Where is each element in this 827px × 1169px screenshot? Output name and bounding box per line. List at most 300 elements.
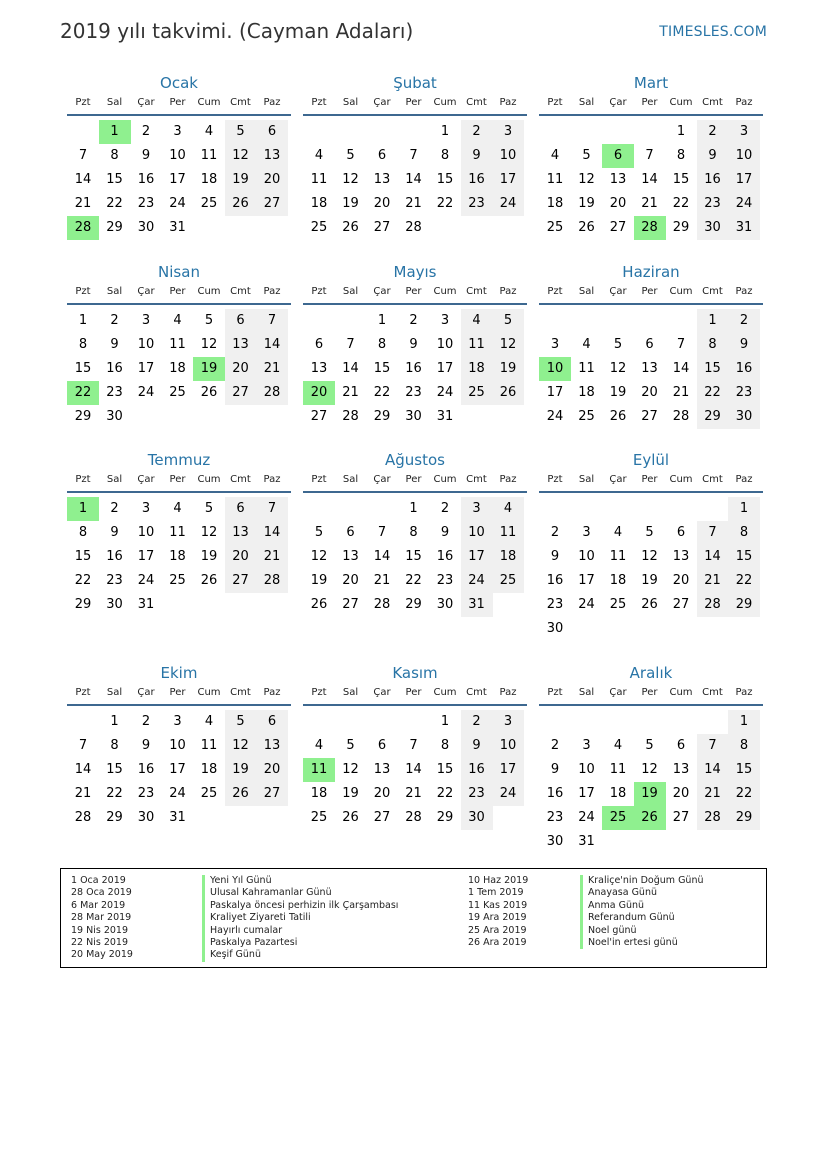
- day-cell: 12: [200, 337, 218, 352]
- day-cell: 23: [546, 810, 564, 825]
- day-cell: 16: [106, 549, 123, 564]
- day-cell: 15: [697, 357, 729, 381]
- day-cell: 14: [342, 361, 359, 376]
- month-name: Kasım: [392, 664, 438, 682]
- day-cell: 5: [613, 337, 623, 352]
- day-cell: 21: [672, 385, 690, 400]
- day-cell: 17: [461, 545, 493, 569]
- day-cell: 5: [582, 148, 591, 163]
- day-cell: 1: [728, 497, 760, 521]
- weekday-label: Sal: [342, 97, 359, 108]
- day-cell: 7: [409, 148, 418, 163]
- month-block: [303, 72, 527, 260]
- day-cell: 19: [225, 758, 257, 782]
- day-cell: 16: [436, 549, 454, 564]
- day-cell: 3: [582, 525, 591, 540]
- month-name: Ekim: [160, 664, 198, 682]
- day-cell: 10: [137, 525, 155, 540]
- day-cell: 20: [373, 786, 391, 801]
- legend-date: 6 Mar 2019: [71, 899, 126, 911]
- day-grid: [539, 493, 763, 637]
- weekday-label: Pzt: [311, 97, 327, 108]
- day-cell: 14: [672, 361, 690, 376]
- day-cell: 11: [169, 337, 186, 352]
- weekday-label: Paz: [499, 687, 517, 698]
- day-cell: 27: [342, 597, 359, 612]
- weekday-label: Cmt: [230, 97, 251, 108]
- day-cell: 26: [200, 385, 218, 400]
- day-cell: 28: [405, 220, 422, 235]
- weekday-label: Çar: [373, 474, 391, 485]
- day-cell: 1: [377, 313, 387, 328]
- day-cell: 5: [225, 710, 257, 734]
- month-block: [539, 662, 763, 850]
- weekday-label: Cum: [669, 474, 693, 485]
- day-cell: 3: [550, 337, 560, 352]
- day-grid: [303, 116, 527, 260]
- day-cell: 10: [461, 521, 493, 545]
- day-cell: 12: [225, 144, 257, 168]
- day-cell: 20: [672, 786, 690, 801]
- day-cell: 23: [697, 192, 729, 216]
- day-cell: 12: [492, 333, 524, 357]
- day-cell: 28: [697, 806, 729, 830]
- weekday-label: Cmt: [230, 286, 251, 297]
- day-cell: 14: [697, 545, 729, 569]
- day-cell: 13: [256, 144, 288, 168]
- weekday-label: Sal: [578, 97, 595, 108]
- day-cell: 15: [106, 172, 123, 187]
- weekday-label: Paz: [499, 97, 517, 108]
- weekday-label: Çar: [137, 474, 155, 485]
- day-cell: 10: [169, 738, 186, 753]
- day-cell: 4: [204, 714, 214, 729]
- day-cell: 9: [141, 738, 151, 753]
- holiday-day-cell: 28: [634, 216, 666, 240]
- day-cell: 8: [110, 148, 119, 163]
- day-cell: 22: [106, 786, 123, 801]
- legend-date: 11 Kas 2019: [468, 899, 528, 911]
- day-cell: 9: [110, 337, 119, 352]
- day-cell: 4: [314, 148, 324, 163]
- day-cell: 5: [346, 148, 355, 163]
- day-cell: 1: [676, 124, 686, 139]
- day-cell: 4: [550, 148, 560, 163]
- day-grid: [303, 493, 527, 637]
- day-cell: 15: [106, 762, 123, 777]
- weekday-label: Sal: [106, 474, 123, 485]
- day-cell: 30: [728, 405, 760, 429]
- day-cell: 8: [697, 333, 729, 357]
- weekday-label: Per: [641, 474, 658, 485]
- day-cell: 20: [373, 196, 391, 211]
- weekday-header: [539, 94, 763, 116]
- day-cell: 18: [200, 172, 218, 187]
- weekday-label: Çar: [137, 97, 155, 108]
- day-cell: 29: [106, 810, 123, 825]
- day-cell: 27: [672, 810, 690, 825]
- day-cell: 9: [461, 734, 493, 758]
- day-cell: 6: [676, 525, 686, 540]
- month-block: [67, 72, 291, 260]
- day-cell: 4: [173, 501, 182, 516]
- day-cell: 4: [204, 124, 214, 139]
- day-cell: 11: [461, 333, 493, 357]
- month-block: [539, 72, 763, 260]
- day-cell: 5: [204, 313, 214, 328]
- day-cell: 13: [310, 361, 328, 376]
- day-cell: 12: [225, 734, 257, 758]
- day-cell: 7: [377, 525, 387, 540]
- day-cell: 26: [641, 597, 658, 612]
- legend-date: 28 Mar 2019: [71, 912, 132, 924]
- month-block: [303, 449, 527, 637]
- day-cell: 6: [256, 710, 288, 734]
- day-cell: 2: [409, 313, 418, 328]
- day-cell: 21: [342, 385, 359, 400]
- day-cell: 27: [256, 782, 288, 806]
- day-cell: 5: [645, 525, 654, 540]
- month-name: Ağustos: [385, 451, 445, 469]
- weekday-label: Çar: [609, 286, 627, 297]
- holiday-day-cell: 26: [634, 806, 666, 830]
- day-cell: 21: [405, 196, 422, 211]
- day-cell: 6: [225, 497, 257, 521]
- month-name: Haziran: [622, 263, 680, 281]
- weekday-header: [67, 684, 291, 706]
- day-cell: 23: [405, 385, 422, 400]
- day-cell: 28: [405, 810, 422, 825]
- day-cell: 20: [641, 385, 658, 400]
- weekday-label: Per: [405, 286, 422, 297]
- day-cell: 16: [461, 758, 493, 782]
- day-cell: 4: [492, 497, 524, 521]
- day-cell: 26: [492, 381, 524, 405]
- day-cell: 18: [169, 361, 186, 376]
- day-cell: 5: [225, 120, 257, 144]
- day-cell: 9: [461, 144, 493, 168]
- weekday-label: Pzt: [547, 286, 563, 297]
- day-cell: 6: [314, 337, 324, 352]
- weekday-label: Paz: [735, 97, 753, 108]
- day-cell: 25: [200, 786, 218, 801]
- day-cell: 3: [440, 313, 450, 328]
- day-cell: 1: [110, 714, 119, 729]
- day-cell: 11: [578, 361, 595, 376]
- weekday-label: Çar: [137, 286, 155, 297]
- weekday-label: Pzt: [75, 286, 91, 297]
- month-block: [539, 261, 763, 449]
- weekday-label: Çar: [609, 687, 627, 698]
- day-cell: 13: [609, 172, 627, 187]
- weekday-label: Cum: [669, 286, 693, 297]
- day-cell: 8: [110, 738, 119, 753]
- day-cell: 11: [546, 172, 564, 187]
- legend-holiday-name: Noel günü: [580, 925, 637, 937]
- day-cell: 30: [697, 216, 729, 240]
- weekday-label: Per: [169, 97, 186, 108]
- brand-link[interactable]: TIMESLES.COM: [659, 24, 767, 40]
- day-cell: 21: [74, 196, 92, 211]
- weekday-label: Cmt: [702, 286, 723, 297]
- day-cell: 11: [169, 525, 186, 540]
- month-block: [303, 261, 527, 449]
- day-cell: 22: [436, 786, 454, 801]
- weekday-label: Per: [169, 286, 186, 297]
- day-cell: 10: [578, 762, 595, 777]
- day-grid: [67, 493, 291, 637]
- day-cell: 10: [728, 144, 760, 168]
- weekday-label: Cmt: [702, 474, 723, 485]
- day-cell: 31: [436, 409, 454, 424]
- day-cell: 13: [373, 762, 391, 777]
- month-name: Nisan: [158, 263, 200, 281]
- day-cell: 2: [440, 501, 450, 516]
- day-cell: 24: [578, 597, 595, 612]
- day-cell: 28: [256, 569, 288, 593]
- month-name: Mart: [633, 74, 669, 92]
- legend-date: 19 Ara 2019: [468, 912, 527, 924]
- month-name: Eylül: [632, 451, 670, 469]
- legend-date: 20 May 2019: [71, 949, 133, 961]
- day-cell: 27: [641, 409, 658, 424]
- month-block: [67, 261, 291, 449]
- day-cell: 6: [225, 309, 257, 333]
- day-cell: 22: [436, 196, 454, 211]
- day-cell: 20: [225, 357, 257, 381]
- day-cell: 25: [169, 573, 186, 588]
- day-cell: 1: [409, 501, 418, 516]
- holiday-legend: [60, 868, 767, 968]
- day-cell: 6: [645, 337, 654, 352]
- day-cell: 16: [137, 762, 155, 777]
- day-cell: 14: [74, 762, 92, 777]
- weekday-label: Sal: [578, 687, 595, 698]
- day-cell: 21: [256, 357, 288, 381]
- weekday-label: Cum: [197, 474, 221, 485]
- day-cell: 16: [137, 172, 155, 187]
- day-cell: 13: [225, 333, 257, 357]
- day-cell: 30: [405, 409, 422, 424]
- day-cell: 6: [377, 738, 387, 753]
- day-cell: 26: [578, 220, 595, 235]
- day-cell: 14: [697, 758, 729, 782]
- weekday-label: Per: [405, 687, 422, 698]
- day-cell: 3: [461, 497, 493, 521]
- holiday-day-cell: 19: [634, 782, 666, 806]
- day-cell: 13: [672, 762, 690, 777]
- day-cell: 25: [609, 597, 627, 612]
- day-cell: 7: [645, 148, 654, 163]
- day-cell: 7: [256, 497, 288, 521]
- day-grid: [539, 706, 763, 850]
- day-cell: 31: [169, 810, 186, 825]
- day-cell: 27: [373, 220, 391, 235]
- month-name: Mayıs: [393, 263, 437, 281]
- day-cell: 12: [342, 172, 359, 187]
- day-cell: 2: [728, 309, 760, 333]
- day-cell: 24: [492, 192, 524, 216]
- day-cell: 4: [582, 337, 591, 352]
- day-cell: 13: [641, 361, 658, 376]
- weekday-label: Paz: [263, 687, 281, 698]
- day-cell: 21: [697, 569, 729, 593]
- weekday-label: Cmt: [702, 687, 723, 698]
- weekday-label: Per: [405, 97, 422, 108]
- day-grid: [67, 116, 291, 260]
- day-cell: 25: [169, 385, 186, 400]
- weekday-label: Cmt: [230, 687, 251, 698]
- day-cell: 9: [550, 762, 560, 777]
- weekday-label: Sal: [106, 687, 123, 698]
- day-cell: 17: [137, 361, 155, 376]
- day-cell: 18: [578, 385, 595, 400]
- day-cell: 27: [672, 597, 690, 612]
- day-cell: 28: [74, 810, 92, 825]
- day-cell: 11: [609, 762, 627, 777]
- day-cell: 30: [461, 806, 493, 830]
- day-cell: 30: [436, 597, 454, 612]
- day-cell: 17: [492, 758, 524, 782]
- day-cell: 30: [546, 834, 564, 849]
- day-cell: 5: [204, 501, 214, 516]
- day-cell: 31: [728, 216, 760, 240]
- day-cell: 11: [492, 521, 524, 545]
- day-cell: 14: [256, 333, 288, 357]
- day-cell: 31: [461, 593, 493, 617]
- day-cell: 4: [173, 313, 182, 328]
- day-cell: 21: [697, 782, 729, 806]
- weekday-label: Per: [641, 97, 658, 108]
- day-cell: 13: [373, 172, 391, 187]
- day-cell: 2: [141, 714, 151, 729]
- day-cell: 30: [546, 621, 564, 636]
- day-cell: 7: [676, 337, 686, 352]
- weekday-header: [67, 283, 291, 305]
- legend-holiday-name: Anayasa Günü: [580, 887, 657, 899]
- day-cell: 28: [373, 597, 391, 612]
- weekday-label: Cum: [433, 474, 457, 485]
- day-cell: 11: [609, 549, 627, 564]
- day-cell: 15: [728, 545, 760, 569]
- day-cell: 14: [74, 172, 92, 187]
- day-cell: 2: [697, 120, 729, 144]
- legend-holiday-name: Noel'in ertesi günü: [580, 937, 678, 949]
- day-cell: 17: [728, 168, 760, 192]
- day-grid: [539, 116, 763, 260]
- day-cell: 19: [310, 573, 328, 588]
- day-cell: 20: [342, 573, 359, 588]
- day-cell: 16: [728, 357, 760, 381]
- legend-holiday-name: Yeni Yıl Günü: [202, 875, 272, 887]
- day-cell: 20: [256, 168, 288, 192]
- day-cell: 3: [141, 501, 151, 516]
- day-cell: 12: [641, 762, 658, 777]
- day-cell: 8: [676, 148, 686, 163]
- month-name: Temmuz: [147, 451, 211, 469]
- weekday-label: Çar: [373, 286, 391, 297]
- day-cell: 30: [106, 597, 123, 612]
- day-cell: 23: [106, 573, 123, 588]
- day-cell: 24: [546, 409, 564, 424]
- weekday-label: Paz: [499, 286, 517, 297]
- day-cell: 23: [436, 573, 454, 588]
- day-cell: 7: [697, 521, 729, 545]
- weekday-header: [539, 471, 763, 493]
- day-cell: 4: [613, 738, 623, 753]
- day-cell: 4: [314, 738, 324, 753]
- day-cell: 25: [461, 381, 493, 405]
- day-cell: 12: [310, 549, 328, 564]
- day-cell: 22: [106, 196, 123, 211]
- legend-date: 28 Oca 2019: [71, 887, 132, 899]
- day-cell: 29: [728, 593, 760, 617]
- day-cell: 15: [672, 172, 690, 187]
- day-cell: 8: [409, 525, 418, 540]
- day-cell: 15: [728, 758, 760, 782]
- day-cell: 27: [256, 192, 288, 216]
- day-cell: 18: [609, 573, 627, 588]
- day-cell: 22: [373, 385, 391, 400]
- day-cell: 29: [106, 220, 123, 235]
- day-cell: 24: [461, 569, 493, 593]
- weekday-label: Pzt: [75, 474, 91, 485]
- day-cell: 12: [342, 762, 359, 777]
- weekday-label: Paz: [263, 286, 281, 297]
- day-cell: 17: [492, 168, 524, 192]
- day-cell: 19: [200, 549, 218, 564]
- day-cell: 23: [461, 782, 493, 806]
- weekday-label: Per: [169, 687, 186, 698]
- legend-date: 1 Tem 2019: [468, 887, 524, 899]
- day-cell: 2: [461, 710, 493, 734]
- day-cell: 8: [728, 521, 760, 545]
- weekday-header: [303, 684, 527, 706]
- weekday-label: Pzt: [547, 97, 563, 108]
- day-cell: 19: [641, 573, 658, 588]
- day-cell: 7: [697, 734, 729, 758]
- day-cell: 21: [405, 786, 422, 801]
- day-cell: 10: [492, 734, 524, 758]
- day-cell: 18: [200, 762, 218, 777]
- day-cell: 8: [440, 738, 450, 753]
- day-cell: 1: [440, 714, 450, 729]
- day-cell: 21: [373, 573, 391, 588]
- day-cell: 7: [78, 738, 88, 753]
- day-cell: 22: [74, 573, 92, 588]
- day-cell: 3: [141, 313, 151, 328]
- holiday-day-cell: 19: [193, 357, 225, 381]
- day-cell: 5: [645, 738, 654, 753]
- day-cell: 8: [377, 337, 387, 352]
- weekday-label: Cmt: [466, 474, 487, 485]
- weekday-label: Per: [641, 687, 658, 698]
- legend-date: 10 Haz 2019: [468, 875, 529, 886]
- day-cell: 1: [697, 309, 729, 333]
- weekday-label: Pzt: [547, 474, 563, 485]
- holiday-day-cell: 22: [67, 381, 99, 405]
- day-cell: 15: [436, 762, 454, 777]
- day-cell: 27: [609, 220, 627, 235]
- day-cell: 6: [377, 148, 387, 163]
- day-cell: 13: [256, 734, 288, 758]
- day-cell: 1: [728, 710, 760, 734]
- day-cell: 15: [74, 361, 92, 376]
- weekday-label: Cum: [669, 687, 693, 698]
- day-cell: 9: [110, 525, 119, 540]
- weekday-label: Pzt: [75, 97, 91, 108]
- legend-date: 25 Ara 2019: [468, 924, 527, 936]
